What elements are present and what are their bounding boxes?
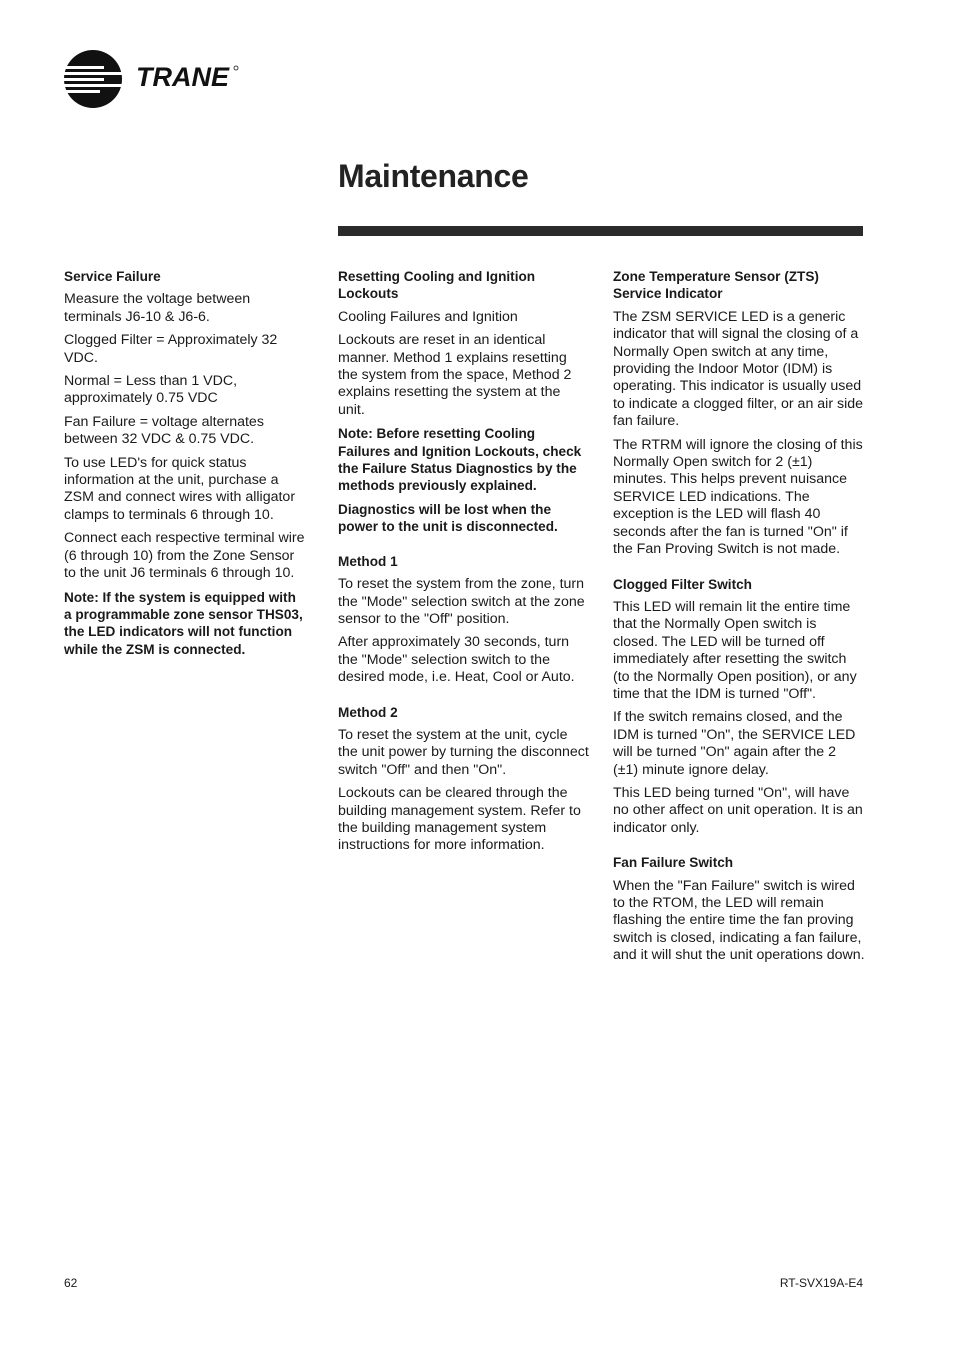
fan-failure-heading: Fan Failure Switch [613, 855, 734, 871]
section-heading: Service Failure [64, 269, 161, 284]
paragraph: Fan Failure = voltage alternates between 32 VDC & 0.75 VDC. [64, 413, 264, 448]
paragraph: To reset the system from the zone, turn the "Mode" selection switch at the zone sensor to the "Off" position. [338, 576, 585, 627]
paragraph: To reset the system at the unit, cycle the unit power by turning the disconnect switch "Off" and then "On". [338, 726, 589, 778]
paragraph: Normal = Less than 1 VDC, approximately 0.75 VDC [64, 373, 238, 407]
section-heading: Resetting Cooling and Ignition Lockouts [338, 269, 536, 302]
column-service-indicator [613, 268, 865, 971]
paragraph: When the "Fan Failure" switch is wired to the RTOM, the LED will remain flashing the entire time the fan proving switch is closed, indicating a fan failure, and it will shut the unit operations down. [613, 877, 865, 964]
paragraph: Lockouts can be cleared through the building management system. Refer to the building management system instructions for more information. [338, 785, 581, 854]
note: Diagnostics will be lost when the power to the unit is disconnected. [338, 501, 558, 535]
paragraph: This LED will remain lit the entire time that the Normally Open switch is closed. The LED will be turned off immediately after resetting the switch (to the Normally Open position), or any time that the IDM is turned "Off". [613, 598, 857, 702]
paragraph: Cooling Failures and Ignition [338, 308, 518, 325]
paragraph: This LED being turned "On", will have no other affect on unit operation. It is an indicator only. [613, 784, 863, 836]
document-id: RT-SVX19A-E4 [779, 1276, 863, 1290]
paragraph: The RTRM will ignore the closing of this Normally Open switch for 2 (±1) minutes. This helps prevent nuisance SERVICE LED indications. The exception is the LED will flash 40 seconds after the fan is turned "On" if the Fan Proving Switch is not made. [613, 436, 863, 558]
paragraph: To use LED's for quick status information at the unit, purchase a ZSM and connect wires with alligator clamps to terminals 6 through 10. [64, 454, 296, 523]
paragraph: After approximately 30 seconds, turn the "Mode" selection switch to the desired mode, i.e. Heat, Cool or Auto. [338, 634, 575, 686]
trane-logo [64, 49, 254, 109]
paragraph: Clogged Filter = Approximately 32 VDC. [64, 332, 278, 366]
column-service-failure [64, 268, 306, 664]
page-title: Maintenance [338, 158, 529, 194]
paragraph: Connect each respective terminal wire (6 through 10) from the Zone Sensor to the unit J6 terminals 6 through 10. [64, 530, 305, 582]
column-resetting-lockouts [338, 268, 590, 861]
brand-wordmark: TRANE [136, 62, 229, 92]
paragraph: The ZSM SERVICE LED is a generic indicator that will signal the closing of a Normally Open switch at any time, providing the Indoor Motor (IDM) is operating. This indicator is usually used to indicate a clogged filter, or an air side fan failure. [613, 308, 864, 430]
title-rule [338, 226, 863, 236]
section-heading: Zone Temperature Sensor (ZTS) Service Indicator [613, 269, 819, 302]
note: Note: Before resetting Cooling Failures and Ignition Lockouts, check the Failure Status Diagnostics by the methods previously explained. [338, 426, 582, 494]
method-1-heading: Method 1 [338, 553, 398, 569]
clogged-filter-heading: Clogged Filter Switch [613, 576, 752, 592]
note: Note: If the system is equipped with a programmable zone sensor THS03, the LED indicators will not function while the ZSM is connected. [64, 589, 303, 657]
method-2-heading: Method 2 [338, 704, 398, 720]
paragraph: If the switch remains closed, and the IDM is turned "On", the SERVICE LED will be turned "On" again after the 2 (±1) minute ignore delay. [613, 709, 856, 778]
page-number: 62 [64, 1276, 78, 1290]
paragraph: Lockouts are reset in an identical manner. Method 1 explains resetting the system from the space, Method 2 explains resetting the system at the unit. [338, 332, 572, 418]
paragraph: Measure the voltage between terminals J6-10 & J6-6. [64, 291, 251, 325]
